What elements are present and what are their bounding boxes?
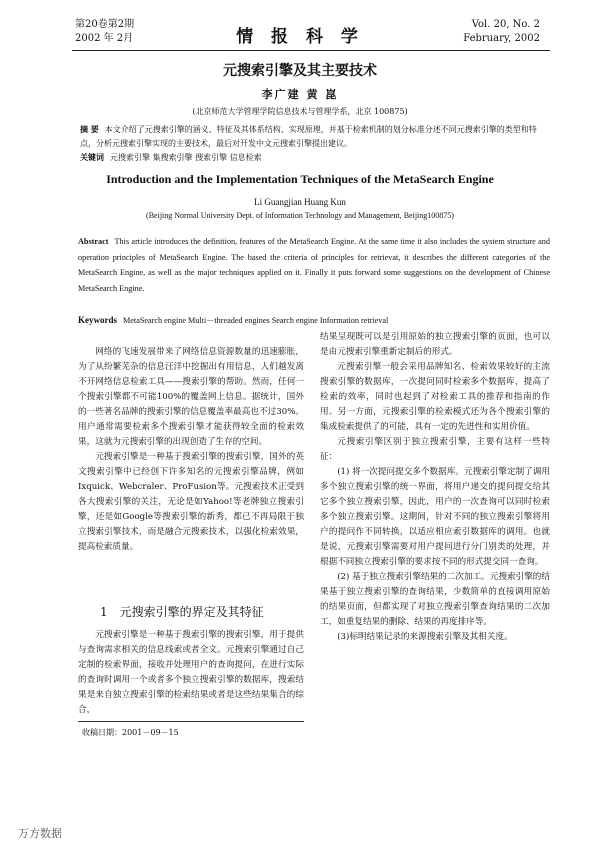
body-paragraph: 元搜索引擎是一种基于搜索引擎的搜索引擎，用于提供与查询需求相关的信息线索或者全文。元搜索引擎通过自己定制的检索界面，接收并处理用户的查询提问，在进行实际的查询时调用一个或者多个独立搜索引擎的数据库，搜索结果是来自独立搜索引擎的检索结果或者是这些结果集合的综合， [78, 630, 304, 715]
date-en: February, 2002 [463, 33, 540, 44]
date-cn: 2002 年 2月 [75, 33, 134, 44]
keywords-cn [80, 152, 550, 163]
body-paragraph: 结果呈现既可以是引用原始的独立搜索引擎的页面，也可以是由元搜索引擎重新定制后的形式。 [320, 332, 550, 357]
body-paragraph: (3)标明结果记录的来源搜索引擎及其相关度。 [337, 632, 513, 642]
section-title: 元搜索引擎的界定及其特征 [119, 605, 264, 619]
received-date-footnote: 收稿日期：2001－09－15 [82, 728, 179, 737]
footnote-rule [78, 721, 304, 722]
abstract-cn-label: 摘 要 [80, 124, 99, 134]
authors-en: Li Guangjian Huang Kun [254, 197, 346, 207]
volume-issue-en: Vol. 20, No. 2 [471, 19, 540, 30]
body-right-column [320, 330, 550, 645]
body-paragraph: 网络的飞速发展带来了网络信息资源数量的迅速膨胀，为了从纷繁芜杂的信息汪洋中挖掘出有用信息，人们越发离不开网络信息检索工具——搜索引擎的帮助。然而，任何一个搜索引擎都不可能100%的覆盖网上信息。据统计，国外的一些著名品牌的搜索引擎的信息覆盖率最高也不过30%。用户通常需要检索多个搜索引擎才能获得较全面的检索效果，这就为元搜索引擎的出现创造了生存的空间。 [78, 347, 304, 447]
abstract-en-text: This article introduces the definition, features of the MetaSearch Engine. At the same time it also includes the system structure and operation principles of MetaSearch Engine. The based the criteria of principles for retrievat, it describes the different categories of the MetaSearch Engine, as well as the major techniques applied on it. Finally it puts forward some suggestions on the development of Chinese MetaSearch Engine. [78, 237, 550, 293]
affiliation-cn: (北京师范大学管理学院信息技术与管理学系，北京 100875) [192, 107, 408, 116]
body-paragraph: 元搜索引擎一般会采用品牌知名、检索效果较好的主流搜索引擎的数据库，一次提问同时检索多个数据库，提高了检索的效率，同时也起到了对检索工具的推荐和指南的作用。另一方面，元搜索引擎的检索模式还为各个搜索引擎的集成检索提供了的可能，具有一定的先进性和实用价值。 [320, 362, 550, 432]
abstract-en [78, 234, 550, 296]
header-rule [72, 50, 550, 51]
abstract-cn-text: 本文介绍了元搜索引擎的涵义、特征及其体系结构、实现原理，并基于检索机制的划分标准分述不同元搜索引擎的类型和特点，分析元搜索引擎实现的主要技术，最后对开发中文元搜索引擎提出建议。 [80, 125, 537, 148]
body-paragraph: 元搜索引擎区别于独立搜索引擎，主要有这样一些特征： [320, 437, 550, 462]
keywords-cn-text: 元搜索引擎 集搜索引擎 搜索引擎 信息检索 [110, 153, 262, 162]
abstract-cn [80, 122, 550, 151]
section-number: 1 [100, 605, 108, 619]
body-left-column [78, 345, 304, 555]
keywords-en-text: MetaSearch engine Multi－threaded engines Search engine Information retrieval [123, 316, 389, 325]
keywords-en-label: Keywords [78, 315, 117, 325]
body-paragraph: 元搜索引擎是一种基于搜索引擎的搜索引擎，国外的英文搜索引擎中已经创下许多知名的元搜索引擎品牌，例如Ixquick、Webcraler、ProFusion等。元搜索技术正受到各大搜索引擎的关注，无论是如Yahoo!等老牌独立搜索引擎，还是如Google等搜索引擎的新秀，都已不再局限于独立搜索引擎技术，而是融合元搜索技术，以强化检索效果，提高检索质量。 [78, 452, 304, 552]
keywords-en [78, 315, 550, 326]
journal-name: 情 报 科 学 [236, 27, 364, 47]
abstract-en-label: Abstract [78, 237, 109, 246]
section-heading [100, 603, 276, 620]
article-title-cn: 元搜索引擎及其主要技术 [223, 63, 377, 79]
body-paragraph: (1) 将一次提问提交多个数据库。元搜索引擎定制了调用多个独立搜索引擎的统一界面，将用户递交的提问提交给其它多个独立搜索引擎，因此，用户的一次查询可以同时检索多个独立搜索引擎。这期间，针对不同的独立搜索引擎将用户的提问作不同转换，以适应相应索引数据库的调用。也就是说，元搜索引擎需要对用户提问进行分门别类的处理，并根据不同独立搜索引擎的要求按不同的形式提交同一查询。 [320, 467, 550, 567]
authors-cn: 李广建 黄 崑 [261, 88, 339, 101]
article-title-en: Introduction and the Implementation Techniques of the MetaSearch Engine [106, 172, 494, 186]
volume-issue-cn: 第20卷第2期 [75, 19, 135, 30]
body-paragraph: (2) 基于独立搜索引擎结果的二次加工。元搜索引擎的结果基于独立搜索引擎的查询结果，少数简单的直接调用原始的结果页面，但都实现了对独立搜索引擎查询结果的二次加工，如重复结果的删除、结果的再度排序等。 [320, 572, 550, 627]
keywords-cn-label: 关键词 [80, 152, 104, 162]
affiliation-en: (Beijing Normal University Dept. of Information Technology and Management, Beijing100875) [146, 211, 454, 220]
body-left-column-lower [78, 628, 304, 718]
wanfang-watermark: 万方数据 [18, 827, 62, 840]
journal-volume-en [463, 18, 540, 46]
